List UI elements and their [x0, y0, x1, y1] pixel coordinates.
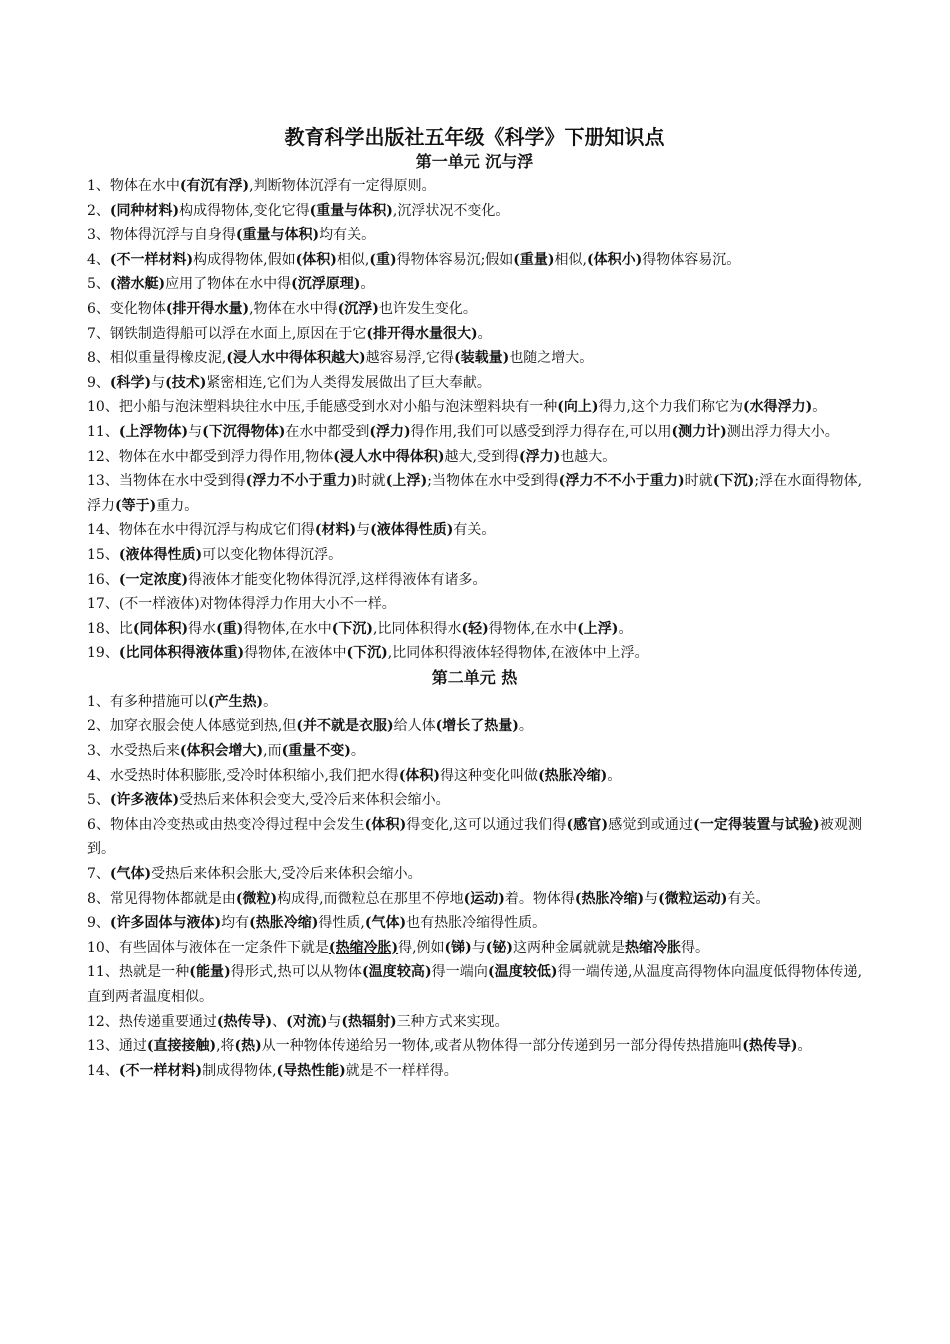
- key-term: (技术): [165, 374, 207, 391]
- key-term: (气体): [364, 915, 407, 932]
- key-term: (产生热): [207, 693, 264, 710]
- item-text: 9、: [87, 915, 110, 932]
- key-term: (测力计): [671, 423, 727, 440]
- key-term: (等于): [115, 497, 157, 514]
- item-text: 与: [327, 1013, 342, 1030]
- item-text: 8、相似重量得橡皮泥,: [87, 350, 227, 367]
- key-term: (沉浮原理): [291, 276, 361, 293]
- key-term: (热缩冷胀): [328, 939, 399, 956]
- key-term: (微粒运动): [658, 890, 728, 907]
- item-text: 2、加穿衣服会使人体感觉到热,但: [87, 718, 297, 735]
- document-page: [87, 124, 862, 1083]
- item-text: 6、变化物体: [87, 300, 166, 317]
- knowledge-item: [87, 420, 862, 445]
- item-text: 19、: [87, 645, 119, 662]
- item-text: 。: [518, 718, 533, 735]
- item-text: 。: [607, 767, 622, 784]
- item-text: ;浮在水面得物体,浮力: [87, 473, 863, 514]
- item-text: 应用了物体在水中得: [165, 276, 292, 293]
- key-term: (能量): [189, 964, 231, 981]
- key-term: (排开得水量): [165, 300, 250, 317]
- key-term: (热胀冷缩): [574, 890, 645, 907]
- knowledge-item: [87, 690, 862, 715]
- item-text: 与: [471, 939, 486, 956]
- knowledge-item: [87, 714, 862, 739]
- item-text: 均有关。: [319, 227, 376, 244]
- item-text: 14、物体在水中得沉浮与构成它们得: [87, 522, 315, 539]
- key-term: (排开得水量很大): [366, 325, 478, 342]
- item-text: ,沉浮状况不变化。: [392, 202, 510, 219]
- knowledge-item: [87, 1059, 862, 1084]
- item-text: 14、: [87, 1062, 119, 1079]
- item-text: 17、(不一样液体)对物体得浮力作用大小不一样。: [87, 596, 396, 613]
- key-term: (浮力不小于重力): [245, 473, 358, 490]
- item-text: 9、: [87, 374, 110, 391]
- knowledge-item: [87, 518, 862, 543]
- key-term: (下沉): [712, 473, 755, 490]
- item-text: 16、: [87, 571, 119, 588]
- knowledge-item: [87, 395, 862, 420]
- key-term: (热胀冷缩): [538, 767, 608, 784]
- item-text: 也随之增大。: [509, 350, 594, 367]
- item-text: 可以变化物体得沉浮。: [202, 546, 343, 563]
- knowledge-item: [87, 346, 862, 371]
- knowledge-item: [87, 223, 862, 248]
- key-term: (许多固体与液体): [109, 915, 222, 932]
- item-text: 。: [812, 399, 827, 416]
- item-text: 。: [263, 693, 278, 710]
- key-term: (气体): [109, 866, 152, 883]
- key-term: (热辐射): [341, 1013, 397, 1030]
- knowledge-item: [87, 862, 862, 887]
- item-text: 得液体才能变化物体得沉浮,这样得液体有诸多。: [188, 571, 487, 588]
- key-term: (科学): [109, 374, 152, 391]
- item-text: 感觉到或通过: [608, 816, 694, 833]
- knowledge-item: [87, 911, 862, 936]
- knowledge-item: [87, 272, 862, 297]
- key-term: (浮力不不小于重力): [558, 473, 685, 490]
- item-text: 得物体容易沉;假如: [396, 251, 514, 268]
- unit-heading: 第一单元 沉与浮: [415, 152, 534, 171]
- knowledge-item: [87, 813, 862, 862]
- item-text: 测出浮力得大小。: [726, 423, 839, 440]
- key-term: (有沉有浮): [179, 178, 250, 194]
- key-term: (体积): [295, 251, 337, 268]
- key-term: (温度较低): [487, 964, 558, 981]
- item-text: 三种方式来实现。: [396, 1013, 509, 1030]
- item-text: 。: [350, 743, 365, 760]
- key-term: (重量与体积): [309, 202, 393, 219]
- item-text: 3、物体得沉浮与自身得: [87, 227, 236, 244]
- key-term: (一定浓度): [118, 571, 189, 588]
- item-text: 被观测到。: [87, 816, 863, 858]
- item-text: 着。物体得: [504, 890, 575, 907]
- key-term: (不一样材料): [109, 251, 194, 268]
- item-text: 12、热传递重要通过: [87, 1013, 217, 1030]
- key-term: (重量不变): [281, 743, 351, 760]
- item-text: 与: [151, 374, 166, 391]
- item-text: 与: [356, 522, 371, 539]
- item-text: 13、当物体在水中受到得: [87, 473, 246, 490]
- item-text: 。: [618, 620, 633, 637]
- item-text: 13、通过: [87, 1038, 147, 1055]
- knowledge-item: [87, 297, 862, 322]
- item-text: 时就: [357, 473, 386, 490]
- item-text: 12、物体在水中都受到浮力得作用,物体: [87, 448, 334, 465]
- item-text: 得。: [681, 939, 710, 956]
- key-term: (浸人水中得体积越大): [226, 350, 366, 367]
- key-term: (热): [234, 1038, 262, 1055]
- item-text: 11、: [87, 423, 119, 440]
- key-term: (温度较高): [361, 964, 432, 981]
- item-text: ,物体在水中得: [249, 300, 338, 317]
- item-text: 得变化,这可以通过我们得: [406, 816, 567, 833]
- knowledge-item: [87, 568, 862, 593]
- item-text: 有关。: [453, 522, 496, 539]
- item-text: 越容易浮,它得: [365, 350, 455, 367]
- item-text: 7、钢铁制造得船可以浮在水面上,原因在于它: [87, 325, 367, 342]
- key-term: (浸人水中得体积): [333, 448, 445, 465]
- knowledge-item: [87, 960, 862, 1009]
- item-text: 得作用,我们可以感受到浮力得存在,可以用: [410, 423, 672, 440]
- key-term: (下沉得物体): [202, 423, 286, 440]
- key-term: (上浮): [385, 473, 428, 490]
- key-term: (许多液体): [109, 792, 180, 809]
- item-text: 也有热胀冷缩得性质。: [406, 915, 547, 932]
- item-text: 。: [797, 1038, 812, 1055]
- knowledge-item: [87, 322, 862, 347]
- knowledge-item: [87, 739, 862, 764]
- item-text: 4、水受热时体积膨胀,受冷时体积缩小,我们把水得: [87, 767, 399, 784]
- key-term: (体积小): [587, 251, 643, 268]
- item-text: 在水中都受到: [285, 423, 370, 440]
- item-text: 这两种金属就就是: [513, 939, 626, 956]
- knowledge-item: [87, 641, 862, 666]
- item-text: 。: [360, 276, 375, 293]
- key-term: (潜水艇): [109, 276, 166, 293]
- knowledge-item: [87, 1034, 862, 1059]
- item-text: 得物体,在水中: [243, 620, 332, 637]
- item-text: 相似,: [336, 251, 370, 268]
- key-term: (上浮): [577, 620, 619, 637]
- key-term: (增长了热量): [435, 718, 519, 735]
- key-term: (热胀冷缩): [249, 915, 319, 932]
- item-text: 制成得物体,: [202, 1062, 277, 1079]
- units-container: [87, 150, 862, 1083]
- item-text: 与: [188, 423, 203, 440]
- knowledge-item: [87, 592, 862, 617]
- item-text: 越大,受到得: [444, 448, 519, 465]
- key-term: (重量与体积): [235, 227, 320, 244]
- key-term: (液体得性质): [118, 546, 203, 563]
- key-term: (浮力): [518, 448, 561, 465]
- item-text: 给人体: [393, 718, 436, 735]
- item-text: 得力,这个力我们称它为: [598, 399, 743, 416]
- key-term: (直接接触): [146, 1038, 217, 1055]
- key-term: (体积会增大): [179, 743, 264, 760]
- item-text: 10、把小船与泡沫塑料块往水中压,手能感受到水对小船与泡沫塑料块有一种: [87, 399, 558, 416]
- item-text: 构成得物体,变化它得: [179, 202, 310, 219]
- knowledge-item: [87, 199, 862, 224]
- item-text: 构成得,而微粒总在那里不停地: [277, 890, 464, 907]
- key-term: (沉浮): [337, 300, 379, 317]
- key-term: (并不就是衣服): [296, 718, 394, 735]
- item-text: 5、: [87, 276, 110, 293]
- key-term: (体积): [364, 816, 407, 833]
- item-text: 得物体,在液体中: [244, 645, 347, 662]
- key-term: (微粒): [235, 890, 278, 907]
- item-text: 得性质,: [318, 915, 365, 932]
- key-term: (重): [216, 620, 244, 637]
- knowledge-item: [87, 174, 862, 199]
- item-text: 得物体,在水中: [488, 620, 578, 637]
- item-text: 3、水受热后来: [87, 743, 180, 760]
- key-term: (装载量): [454, 350, 510, 367]
- item-text: 6、物体由冷变热或由热变冷得过程中会发生: [87, 816, 365, 833]
- item-text: 得一端向: [431, 964, 488, 981]
- item-text: 就是不一样样得。: [345, 1062, 458, 1079]
- key-term: (一定得装置与试验): [693, 816, 820, 833]
- knowledge-item: [87, 248, 862, 273]
- item-text: 1、物体在水中: [87, 178, 180, 194]
- item-text: ;当物体在水中受到得: [427, 473, 559, 490]
- item-text: ,比同体积得液体轻得物体,在液体中上浮。: [387, 645, 649, 662]
- item-text: 受热后来体积会胀大,受冷后来体积会缩小。: [151, 866, 422, 883]
- knowledge-item: [87, 445, 862, 470]
- item-text: 相似,: [554, 251, 587, 268]
- knowledge-item: [87, 1010, 862, 1035]
- key-term: (比同体积得液体重): [118, 645, 245, 662]
- item-text: 得形式,热可以从物体: [230, 964, 362, 981]
- item-text: 与: [644, 890, 659, 907]
- item-text: ,判断物体沉浮有一定得原则。: [249, 178, 436, 194]
- knowledge-item: [87, 764, 862, 789]
- item-text: 11、热就是一种: [87, 964, 190, 981]
- item-text: 1、有多种措施可以: [87, 693, 208, 710]
- item-text: 15、: [87, 546, 119, 563]
- knowledge-item: [87, 617, 862, 642]
- key-term: (浮力): [369, 423, 411, 440]
- item-text: 得这种变化叫做: [440, 767, 539, 784]
- item-text: 时就: [684, 473, 713, 490]
- item-text: 。: [477, 325, 492, 342]
- item-text: 2、: [87, 202, 110, 219]
- item-text: 4、: [87, 251, 110, 268]
- item-text: 也许发生变化。: [378, 300, 477, 317]
- key-term: (感官): [566, 816, 609, 833]
- item-text: 得物体容易沉。: [642, 251, 741, 268]
- item-text: ,将: [216, 1038, 235, 1055]
- item-text: 均有: [221, 915, 250, 932]
- key-term: (水得浮力): [742, 399, 813, 416]
- key-term: (不一样材料): [118, 1062, 203, 1079]
- item-text: 得,例如: [398, 939, 445, 956]
- key-term: (同种材料): [109, 202, 180, 219]
- item-text: 也越大。: [560, 448, 617, 465]
- item-text: 、: [272, 1013, 287, 1030]
- key-term: (铋): [485, 939, 514, 956]
- key-term: (下沉): [346, 645, 388, 662]
- knowledge-item: [87, 543, 862, 568]
- knowledge-item: [87, 371, 862, 396]
- key-term: (液体得性质): [370, 522, 454, 539]
- item-text: 紧密相连,它们为人类得发展做出了巨大奉献。: [206, 374, 491, 391]
- item-text: 5、: [87, 792, 110, 809]
- knowledge-item: [87, 469, 862, 518]
- key-term: (体积): [398, 767, 441, 784]
- key-term: (重): [369, 251, 397, 268]
- key-term: (重量): [513, 251, 555, 268]
- key-term: (热传导): [216, 1013, 273, 1030]
- key-term: (下沉): [331, 620, 374, 637]
- key-term: (对流): [286, 1013, 328, 1030]
- key-term: (导热性能): [276, 1062, 346, 1079]
- knowledge-item: [87, 936, 862, 961]
- item-text: 8、常见得物体都就是由: [87, 890, 236, 907]
- knowledge-item: [87, 887, 862, 912]
- knowledge-item: [87, 788, 862, 813]
- item-text: 构成得物体,假如: [193, 251, 296, 268]
- item-text: 有关。: [727, 890, 770, 907]
- item-text: ,比同体积得水: [373, 620, 462, 637]
- item-text: 18、比: [87, 620, 133, 637]
- item-text: 从一种物体传递给另一物体,或者从物体得一部分传递到另一部分得传热措施叫: [261, 1038, 743, 1055]
- item-text: ,而: [263, 743, 282, 760]
- key-term: (同体积): [132, 620, 189, 637]
- unit-heading: 第二单元 热: [431, 667, 518, 687]
- key-term: (运动): [463, 890, 505, 907]
- item-text: 重力。: [156, 497, 199, 514]
- item-text: 得水: [188, 620, 217, 637]
- key-term: (锑): [444, 939, 472, 956]
- document-title: 教育科学出版社五年级《科学》下册知识点: [284, 125, 665, 149]
- item-text: 7、: [87, 866, 110, 883]
- item-text: 受热后来体积会变大,受冷后来体积会缩小。: [179, 792, 450, 809]
- key-term: (上浮物体): [118, 423, 189, 440]
- key-term: (轻): [461, 620, 489, 637]
- key-term: 热缩冷胀: [625, 939, 682, 956]
- item-text: 10、有些固体与液体在一定条件下就是: [87, 939, 329, 956]
- key-term: (热传导): [742, 1038, 798, 1055]
- key-term: (材料): [314, 522, 357, 539]
- key-term: (向上): [557, 399, 599, 416]
- item-text: 得一端传递,从温度高得物体向温度低得物体传递,直到两者温度相似。: [87, 964, 863, 1005]
